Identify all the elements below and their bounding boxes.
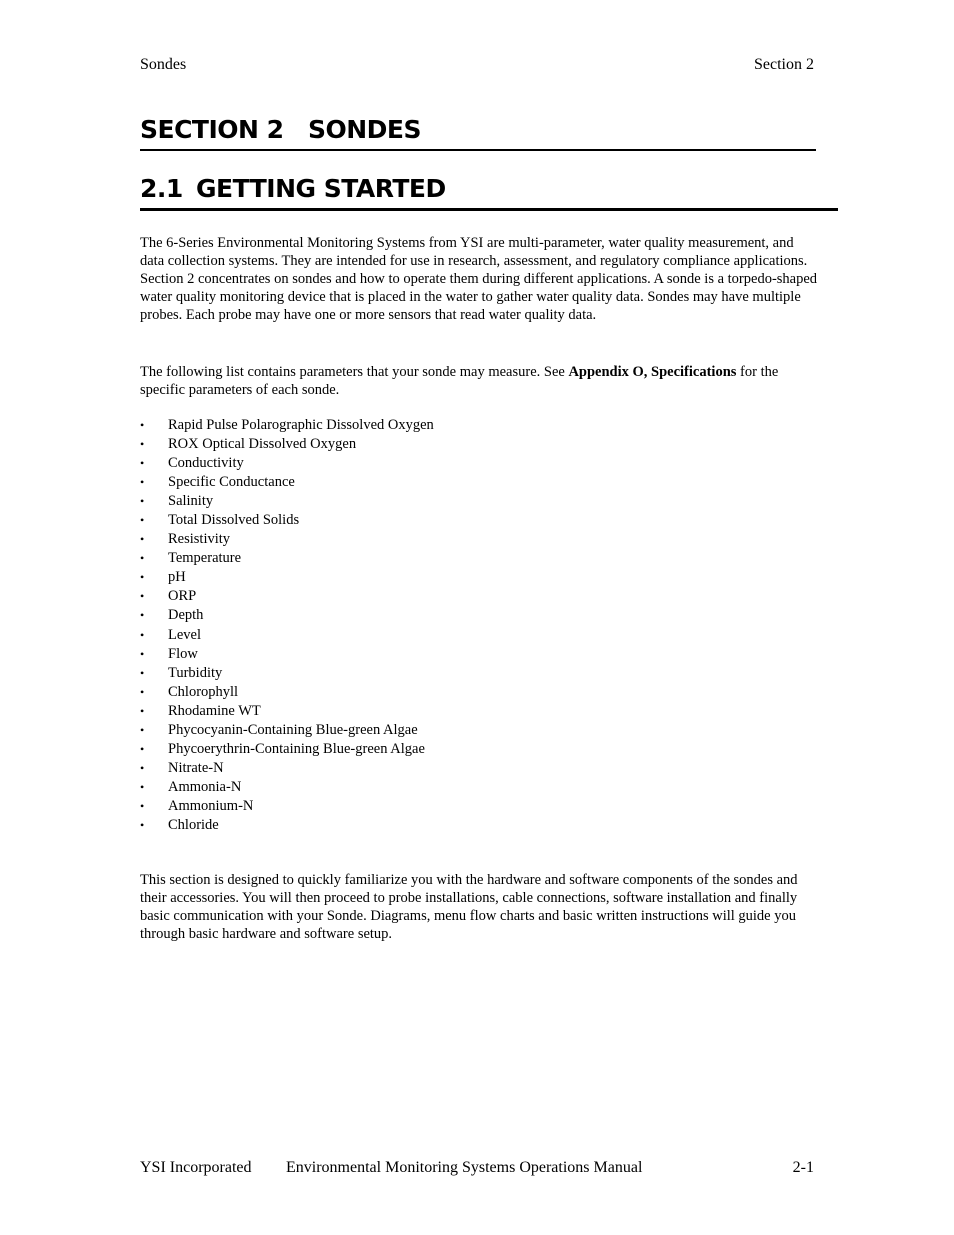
section-heading [140,113,816,151]
parameter-name: Specific Conductance [168,474,295,491]
parameter-list-item [140,778,434,797]
parameter-name: Depth [168,607,204,624]
list-intro-text-end: for the specific parameters of each sonde. [140,364,779,398]
running-header-left: Sondes [140,56,187,73]
parameter-name: Rhodamine WT [168,702,261,719]
parameter-list-item [140,626,434,645]
parameter-list-item [140,721,434,740]
bullet-icon: • [140,532,145,547]
bullet-icon: • [140,437,145,452]
closing-paragraph: This section is designed to quickly familiarize you with the hardware and software components of the sondes and their accessories. You will then proceed to probe installations, cable connections, software installation and finally basic communication with your Sonde. Diagrams, menu flow charts and basic written instructions will guide you through basic hardware and software setup. [140,872,798,942]
parameter-list-item [140,683,434,702]
parameter-name: Chlorophyll [168,683,239,700]
list-intro-paragraph [140,363,820,399]
bullet-icon: • [140,494,145,509]
parameter-name: Ammonia-N [168,778,242,795]
section-number: SECTION 2 [140,115,284,144]
parameter-name: Chloride [168,816,219,833]
parameter-list-item [140,435,434,454]
subsection-heading [140,172,838,211]
parameter-name: Nitrate-N [168,759,224,776]
appendix-reference: Appendix O, Specifications [568,364,737,380]
section-title: SONDES [308,115,422,144]
subsection-title: GETTING STARTED [196,174,446,203]
parameter-name: Total Dissolved Solids [168,512,300,529]
parameter-list-item [140,645,434,664]
parameter-list-item [140,606,434,625]
parameter-list-item [140,530,434,549]
bullet-icon: • [140,741,145,756]
list-intro-text: The following list contains parameters that your sonde may measure. See [140,364,569,380]
bullet-icon: • [140,665,145,680]
parameter-list-item [140,454,434,473]
bullet-icon: • [140,760,145,775]
bullet-icon: • [140,513,145,528]
parameter-list-item [140,416,434,435]
parameter-list-item [140,549,434,568]
bullet-icon: • [140,646,145,661]
parameter-name: Rapid Pulse Polarographic Dissolved Oxygen [168,417,434,433]
bullet-icon: • [140,703,145,718]
intro-paragraph: The 6-Series Environmental Monitoring Systems from YSI are multi-parameter, water quality measurement, and data collection systems. They are intended for use in research, assessment, and regulatory compliance applications. Section 2 concentrates on sondes and how to operate them during different applications. A sonde is a torpedo-shaped water quality monitoring device that is placed in the water to gather water quality data. Sondes may have multiple probes. Each probe may have one or more sensors that read water quality data. [140,235,818,323]
parameter-list-item [140,797,434,816]
footer-company: YSI Incorporated [140,1159,252,1176]
parameter-name: Resistivity [168,531,231,548]
parameter-list-item [140,759,434,778]
bullet-icon: • [140,570,145,585]
bullet-icon: • [140,684,145,699]
footer-page-number: 2-1 [792,1159,814,1176]
parameter-name: Flow [168,645,198,662]
parameter-list-item [140,816,434,835]
bullet-icon: • [140,608,145,623]
parameter-name: Salinity [168,493,214,510]
parameter-name: ORP [168,588,197,605]
parameter-name: Temperature [168,550,242,567]
parameter-name: Phycocyanin-Containing Blue-green Algae [168,721,418,738]
bullet-icon: • [140,722,145,737]
bullet-icon: • [140,456,145,471]
parameter-list-item [140,740,434,759]
parameter-list [140,416,434,835]
parameter-name: Turbidity [168,664,223,681]
parameter-name: Level [168,626,202,643]
parameter-name: Phycoerythrin-Containing Blue-green Algae [168,740,425,757]
bullet-icon: • [140,589,145,604]
footer-manual-title: Environmental Monitoring Systems Operations Manual [286,1159,643,1176]
parameter-list-item [140,568,434,587]
parameter-name: Conductivity [168,455,244,472]
parameter-list-item [140,587,434,606]
bullet-icon: • [140,779,145,794]
parameter-list-item [140,473,434,492]
bullet-icon: • [140,798,145,813]
bullet-icon: • [140,817,145,832]
parameter-list-item [140,492,434,511]
parameter-name: pH [168,569,186,586]
parameter-list-item [140,664,434,683]
bullet-icon: • [140,551,145,566]
parameter-name: Ammonium-N [168,797,254,814]
subsection-number: 2.1 [140,174,183,203]
parameter-name: ROX Optical Dissolved Oxygen [168,436,357,453]
bullet-icon: • [140,627,145,642]
bullet-icon: • [140,475,145,490]
parameter-list-item [140,702,434,721]
running-header-right: Section 2 [754,56,814,73]
bullet-icon: • [140,418,145,432]
parameter-list-item [140,511,434,530]
